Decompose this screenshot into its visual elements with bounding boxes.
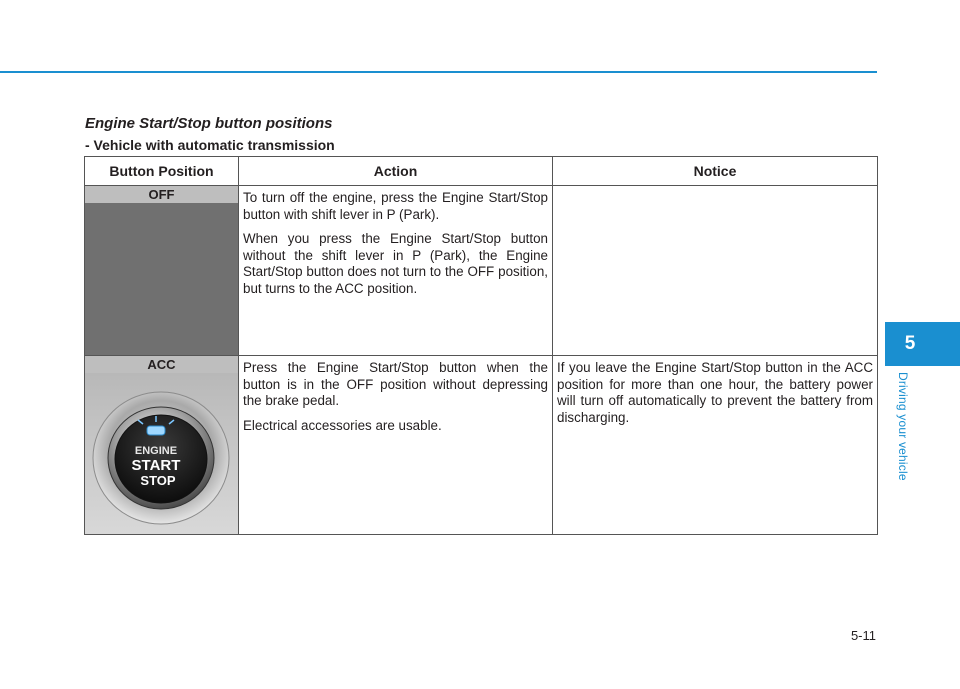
position-cell-off bbox=[85, 186, 239, 356]
action-text-off-2: When you press the Engine Start/Stop button without the shift lever in P (Park), the Engine Start/Stop button does not turn to the OFF position, but turns to the ACC position. bbox=[243, 231, 548, 296]
button-text-start: START bbox=[131, 457, 181, 474]
notice-cell-acc: If you leave the Engine Start/Stop button in the ACC position for more than one hour, the battery power will turn off automatically to prevent the battery from discharging. bbox=[553, 356, 878, 535]
column-header-action: Action bbox=[239, 157, 553, 186]
position-cell-acc bbox=[85, 356, 239, 535]
chapter-number: 5 bbox=[904, 333, 916, 354]
position-label-acc: ACC bbox=[85, 356, 238, 373]
table-row-off bbox=[85, 186, 878, 356]
engine-start-stop-button-icon bbox=[85, 373, 237, 533]
chapter-tab bbox=[885, 322, 960, 366]
button-text-stop: STOP bbox=[140, 473, 176, 488]
action-text-off-1: To turn off the engine, press the Engine Start/Stop button with shift lever in P (Park). bbox=[243, 190, 548, 222]
off-button-image bbox=[85, 203, 238, 355]
acc-button-image-area bbox=[85, 373, 238, 534]
sub-heading: - Vehicle with automatic transmission bbox=[85, 137, 335, 153]
header-rule bbox=[0, 71, 877, 73]
button-text-engine: ENGINE bbox=[134, 445, 178, 457]
section-heading: Engine Start/Stop button positions bbox=[85, 115, 333, 132]
table-row-acc bbox=[85, 356, 878, 535]
position-label-off: OFF bbox=[85, 186, 238, 203]
column-header-position: Button Position bbox=[85, 157, 239, 186]
notice-cell-off bbox=[553, 186, 878, 356]
button-positions-table bbox=[84, 156, 878, 535]
action-text-acc-1: Press the Engine Start/Stop button when the button is in the OFF position without depressing the brake pedal. bbox=[243, 360, 548, 408]
action-cell-off bbox=[239, 186, 553, 356]
action-cell-acc bbox=[239, 356, 553, 535]
chapter-label bbox=[896, 372, 920, 502]
page-number: 5-11 bbox=[850, 628, 876, 643]
table-header-row bbox=[85, 157, 878, 186]
chapter-label-text: Driving your vehicle bbox=[896, 372, 910, 481]
column-header-notice: Notice bbox=[553, 157, 878, 186]
action-text-acc-2: Electrical accessories are usable. bbox=[243, 417, 442, 433]
